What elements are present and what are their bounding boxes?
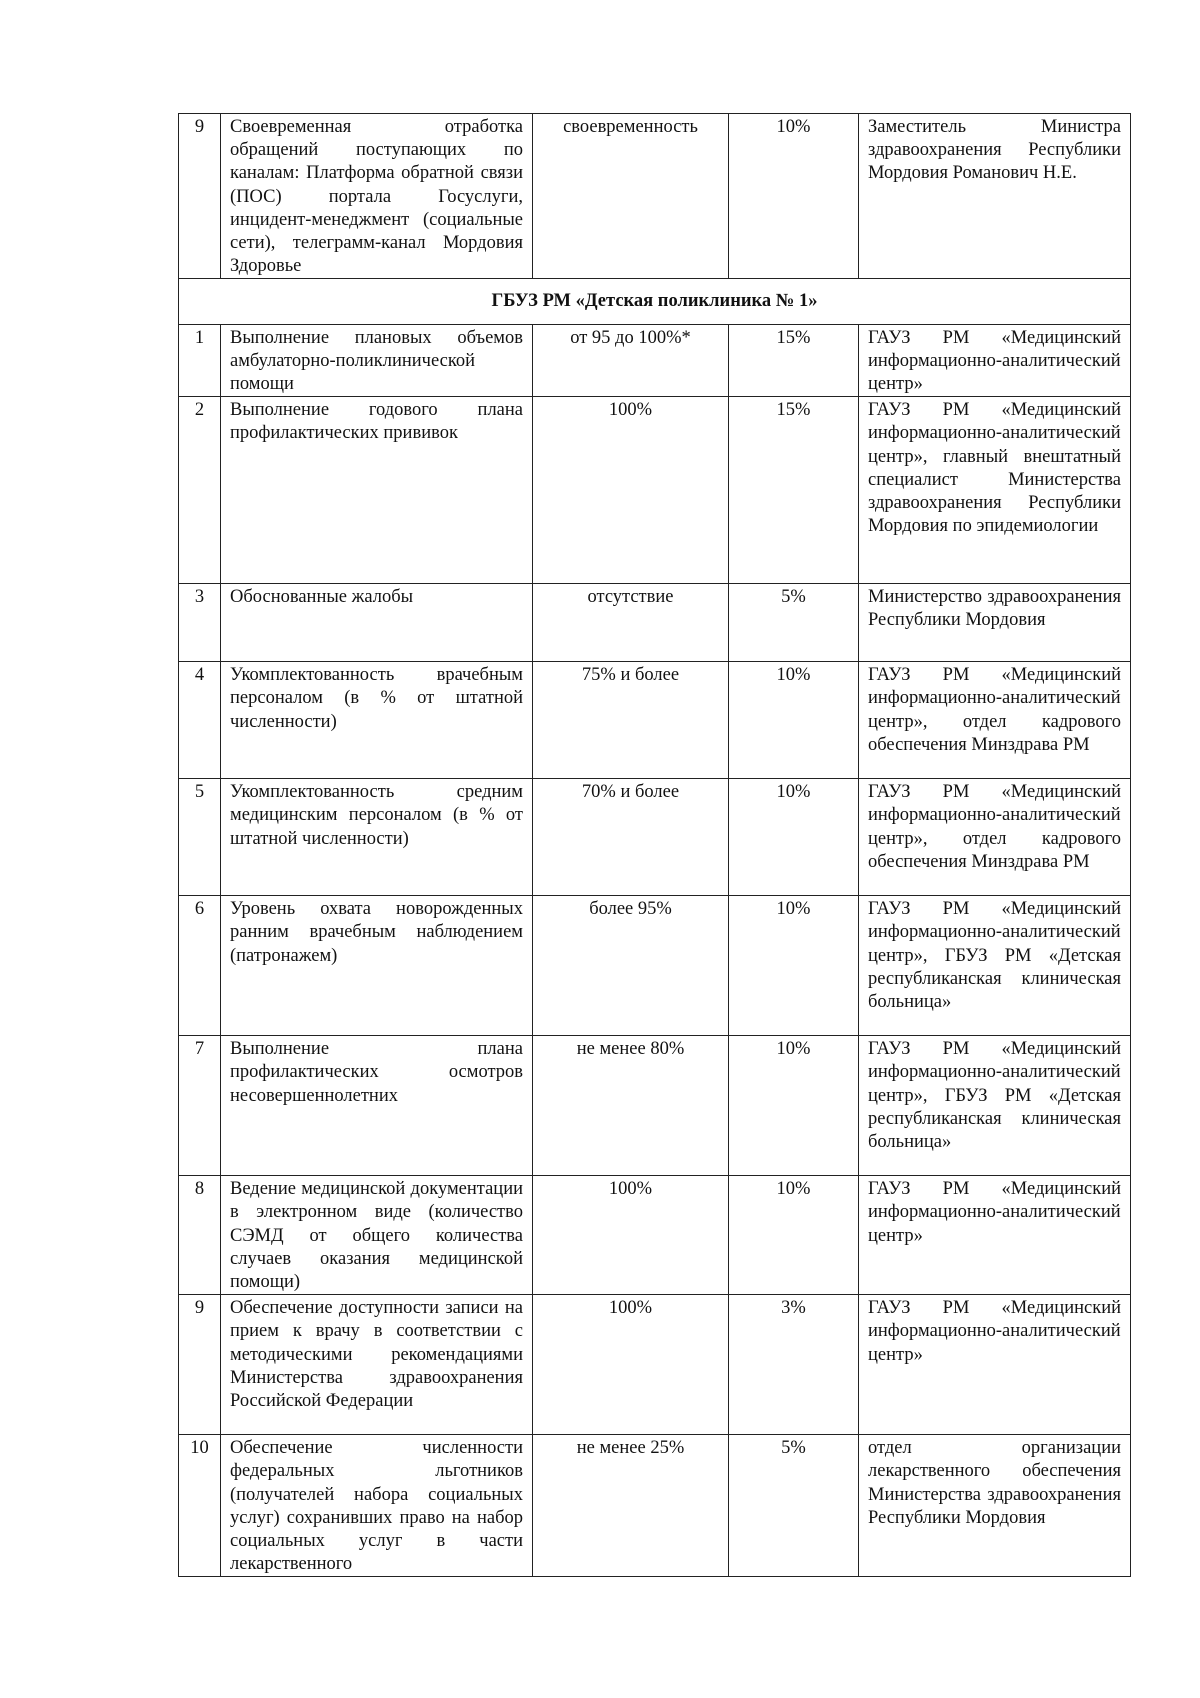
row-number: 9 (179, 1295, 221, 1435)
weight-cell: 5% (729, 584, 859, 662)
target-value-cell: 100% (533, 1295, 729, 1435)
responsible-cell: отдел организации лекарственного обеспечения Министерства здравоохранения Республики Мордовия (859, 1435, 1131, 1577)
table-row (179, 584, 1131, 662)
criterion-cell: Обеспечение численности федеральных льготников (получателей набора социальных услуг) сохранивших право на набор социальных услуг в части лекарственного (221, 1435, 533, 1577)
table-row (179, 397, 1131, 584)
table-row (179, 896, 1131, 1036)
weight-cell: 10% (729, 779, 859, 896)
weight-cell: 10% (729, 662, 859, 779)
criterion-cell: Укомплектованность средним медицинским персоналом (в % от штатной численности) (221, 779, 533, 896)
responsible-cell: ГАУЗ РМ «Медицинский информационно-аналитический центр», ГБУЗ РМ «Детская республиканская клиническая больница» (859, 896, 1131, 1036)
target-value-cell: 100% (533, 397, 729, 584)
target-value-cell: своевременность (533, 114, 729, 279)
row-number: 3 (179, 584, 221, 662)
row-number: 5 (179, 779, 221, 896)
weight-cell: 10% (729, 114, 859, 279)
criterion-cell: Обеспечение доступности записи на прием к врачу в соответствии с методическими рекомендациями Министерства здравоохранения Российской Федерации (221, 1295, 533, 1435)
responsible-cell: ГАУЗ РМ «Медицинский информационно-аналитический центр», отдел кадрового обеспечения Минздрава РМ (859, 662, 1131, 779)
row-number: 8 (179, 1176, 221, 1295)
criterion-cell: Ведение медицинской документации в электронном виде (количество СЭМД от общего количества случаев оказания медицинской помощи) (221, 1176, 533, 1295)
target-value-cell: от 95 до 100%* (533, 324, 729, 397)
table-row (179, 662, 1131, 779)
row-number: 10 (179, 1435, 221, 1577)
row-number: 7 (179, 1036, 221, 1176)
target-value-cell: 70% и более (533, 779, 729, 896)
criterion-cell: Укомплектованность врачебным персоналом (в % от штатной численности) (221, 662, 533, 779)
responsible-cell: ГАУЗ РМ «Медицинский информационно-аналитический центр» (859, 1295, 1131, 1435)
responsible-cell: Заместитель Министра здравоохранения Республики Мордовия Романович Н.Е. (859, 114, 1131, 279)
target-value-cell: 100% (533, 1176, 729, 1295)
target-value-cell: более 95% (533, 896, 729, 1036)
table-row (179, 1176, 1131, 1295)
row-number: 6 (179, 896, 221, 1036)
responsible-cell: Министерство здравоохранения Республики Мордовия (859, 584, 1131, 662)
responsible-cell: ГАУЗ РМ «Медицинский информационно-аналитический центр» (859, 1176, 1131, 1295)
weight-cell: 15% (729, 324, 859, 397)
weight-cell: 10% (729, 1176, 859, 1295)
criterion-cell: Своевременная отработка обращений поступающих по каналам: Платформа обратной связи (ПОС) портала Госуслуги, инцидент-менеджмент (социальные сети), телеграмм-канал Мордовия Здоровье (221, 114, 533, 279)
criterion-cell: Обоснованные жалобы (221, 584, 533, 662)
weight-cell: 10% (729, 896, 859, 1036)
target-value-cell: не менее 25% (533, 1435, 729, 1577)
row-number: 2 (179, 397, 221, 584)
weight-cell: 10% (729, 1036, 859, 1176)
table-row (179, 1435, 1131, 1577)
table-row (179, 779, 1131, 896)
target-value-cell: не менее 80% (533, 1036, 729, 1176)
criteria-table (178, 113, 1131, 1577)
row-number: 1 (179, 324, 221, 397)
criterion-cell: Выполнение плана профилактических осмотров несовершеннолетних (221, 1036, 533, 1176)
criterion-cell: Выполнение плановых объемов амбулаторно-поликлинической помощи (221, 324, 533, 397)
section-header-row (179, 279, 1131, 324)
section-title: ГБУЗ РМ «Детская поликлиника № 1» (179, 279, 1131, 324)
weight-cell: 3% (729, 1295, 859, 1435)
criterion-cell: Выполнение годового плана профилактических прививок (221, 397, 533, 584)
target-value-cell: отсутствие (533, 584, 729, 662)
weight-cell: 15% (729, 397, 859, 584)
responsible-cell: ГАУЗ РМ «Медицинский информационно-аналитический центр», отдел кадрового обеспечения Минздрава РМ (859, 779, 1131, 896)
table-row (179, 1295, 1131, 1435)
responsible-cell: ГАУЗ РМ «Медицинский информационно-аналитический центр», ГБУЗ РМ «Детская республиканская клиническая больница» (859, 1036, 1131, 1176)
responsible-cell: ГАУЗ РМ «Медицинский информационно-аналитический центр» (859, 324, 1131, 397)
target-value-cell: 75% и более (533, 662, 729, 779)
row-number: 4 (179, 662, 221, 779)
weight-cell: 5% (729, 1435, 859, 1577)
table-row (179, 1036, 1131, 1176)
criterion-cell: Уровень охвата новорожденных ранним врачебным наблюдением (патронажем) (221, 896, 533, 1036)
row-number: 9 (179, 114, 221, 279)
table-row (179, 324, 1131, 397)
table-row (179, 114, 1131, 279)
responsible-cell: ГАУЗ РМ «Медицинский информационно-аналитический центр», главный внештатный специалист Министерства здравоохранения Республики Мордовия по эпидемиологии (859, 397, 1131, 584)
